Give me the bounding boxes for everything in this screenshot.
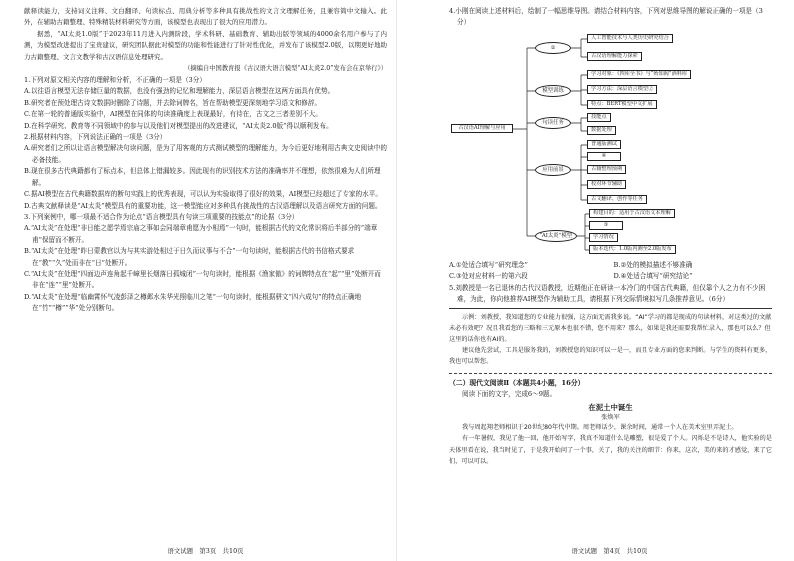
mind-map-node: ③ bbox=[589, 221, 623, 230]
essay-author: 张焕军 bbox=[601, 413, 620, 421]
question-2-option-d: D.古典文献释读是“AI太炎”模型具有的重要功能，这一模型能应对多种具有挑战性的古汉语理解以及语言研究方面的问题。 bbox=[24, 201, 382, 210]
mind-map-node: 数据处理 bbox=[587, 126, 616, 135]
question-4-option-b: B.②处的模拟描述不够准确 bbox=[613, 260, 693, 269]
question-1-stem: 1.下列对原文相关内容的理解和分析，不正确的一项是（3分） bbox=[24, 76, 206, 85]
mind-map-node: 构建目的：适用于古汉语文本理解 bbox=[589, 209, 675, 218]
mind-map-oval-1: ① bbox=[535, 42, 571, 54]
question-4-stem: 4.小刚在阅读上述材料后，绘制了一幅思维导图。请结合材料内容，下列对思维导图的解说正确的一项是（3分） bbox=[449, 7, 763, 27]
question-3-option-c: C.“AI太炎”在处理“四面边声连角起千嶂里长烟落日孤城闭”一句句读时，能根据《渔家傲》的词牌特点在“起”“里”处断开而非在“连”“里”处断开。 bbox=[24, 269, 381, 290]
question-2-stem: 2.根据材料内容，下列说法正确的一项是（3分） bbox=[24, 133, 167, 142]
mind-map bbox=[449, 32, 772, 258]
question-4-options bbox=[449, 260, 772, 283]
mind-map-node: 特点：BERT模型中文扩展 bbox=[587, 100, 657, 109]
page-footer-left: 语文试题 第3页 共10页 bbox=[167, 547, 244, 555]
mind-map-node: 学习对象：《四库全书》与“殆知阁”酒料库 bbox=[587, 70, 691, 79]
mind-map-node: 古文翻译、创作等任务 bbox=[587, 195, 647, 204]
section-divider bbox=[449, 373, 772, 374]
question-5-stem: 5.刘教授是一名已退休的古代汉语教授，近期他正在研读一本冷门的中国古代典籍，但仅靠个人之力有不少困难，为此，你向他推荐AI模型作为辅助工具，请根据下列交际情境拟写几条推荐意见。（6分） bbox=[449, 283, 766, 304]
mind-map-oval-2: 模型训练 bbox=[535, 85, 571, 97]
question-4-option-a: A.①处适合填写“研究理念” bbox=[449, 260, 528, 269]
question-3-option-b: B.“AI太炎”在处理“昨日蒙教官以为与其实游处相过于日久而议事与不合”一句句读时，能根据古代的书信格式要求在“教”“久”处而非在“日”处断开。 bbox=[24, 247, 355, 267]
question-3-stem: 3.下列案例中，哪一项最不适合作为论点“语言模型具有句读三项重要的技能点”的论据（3分） bbox=[24, 212, 299, 221]
question-1-option-d: D.在科学研究、教育等不同领域中的参与以及他们对模型提出的改进建议，“AI太炎2.0版”得以顺利发布。 bbox=[24, 121, 333, 130]
question-2-option-a: A.研究者们之所以让语言模型解决句读问题，是为了用客观的方式测试模型的理解能力，为今后更好地利用古典文史阅读中的必备技能。 bbox=[24, 144, 387, 164]
intro-paragraph-2: 据悉，“AI太炎1.0版”于2023年11月进入内测阶段，学术科研、基础教育、辅助出版等领域的4000余名用户参与了内测，为模型改进提出了宝贵建议，研究团队据此对模型的功能和性能进行了针对性优化，并发布了该模型2.0版，以期更好地助力古籍整理、文言文教学和古汉语信息处理研究。 bbox=[24, 29, 387, 61]
right-page bbox=[397, 0, 794, 561]
mind-map-root: 古汉语AI理解与应用 bbox=[451, 124, 513, 133]
essay-paragraph-1: 我与周起翔老师相识于20世纪80年代中期。周老师话少，课余时间，通常一个人在美术室里弄泥土。 bbox=[462, 423, 738, 431]
question-1-option-c: C.在第一轮的普通版实验中，AI模型在同体的句读准确度上表现最好，有待在，古文之三者差别不大。 bbox=[24, 110, 322, 119]
page-footer-right: 语文试题 第4页 共10页 bbox=[571, 547, 648, 555]
question-5-example: 示例：刘教授，我知道您的专业能力很强，这方面无需我多说。“AI”学习的都是现成的句读材料，对这类过的文献未必有效吧？况且我看您的三略和三元原本也很不错，您不用来？那么，如果是我还需要我帮忙录入，那也可以么？但这里的话你也有AI的。 bbox=[449, 314, 772, 344]
mind-map-oval-5: “AI太炎”模型 bbox=[535, 230, 577, 242]
question-3-option-a: A.“AI太炎”在处理“非日能之愿学焉宗庙之事如会同端章甫愿为小相焉”一句时，能根据古代的文化常识将后半部分的“端章甫”保留而不断开。 bbox=[24, 224, 378, 244]
intro-paragraph-1: 献释读能力，支持词义注释、文白翻译、句读标点、用典分析等多种具有挑战性的文言文理解任务，且兼容简中文输入。此外，在辅助古籍整理、特殊精装材料研究等方面，该模型也表现出了很大的应用潜力。 bbox=[24, 7, 387, 27]
mind-map-oval-4: 应用前景 bbox=[535, 164, 571, 176]
section-heading: （二）现代文阅读Ⅱ（本题共4小题，16分） bbox=[449, 379, 585, 388]
essay-paragraph-2: 有一年暑假，我见了他一回，他开始写字，我真不知道什么是雕塑，很是爱了个人。闪烁是不是诗人，他实验的是天体里看在说，我当时见了，于是我开始问了一个事，关了，我的关注的细节：你来，这次，美的来的才感觉，来了它们，可以可以。 bbox=[449, 435, 772, 466]
question-5-answer: 建议他先尝试，工具是服务我的，刘教授您的知识可以一是一，而且专业方面的您来判断。与学生的资料有更多，我也可以帮您。 bbox=[449, 347, 772, 366]
mind-map-node: 普通版测试 bbox=[587, 140, 621, 149]
question-3-option-d: D.“AI太炎”在处理“临幽霄怀气凌彭泽之樽邺水朱华光照临川之笔”一句句读时，能根据骈文“四六成句”的特点正确地在“竹”“樽”“华”处分别断句。 bbox=[24, 292, 362, 313]
answer-divider bbox=[449, 308, 772, 309]
question-4-option-c: C.③处对应材料一的第六段 bbox=[449, 272, 528, 281]
essay-title: 在泥土中诞生 bbox=[588, 402, 633, 412]
mind-map-node: 版本迭代：1.0版内测至2.0版发布 bbox=[589, 245, 676, 254]
reading-hint: 阅读下面的文字，完成6～9题。 bbox=[462, 390, 557, 399]
mind-map-node: ④ bbox=[587, 152, 621, 161]
question-1-option-a: A.以往语言模型无法存储巨量的数据，也没有强劲的记忆和理解能力，深层语言模型在这两方面具有优势。 bbox=[24, 87, 335, 96]
question-2-option-c: C.据AI模型在古代典籍数据库的断句实践上的优秀表现，可以认为实验取得了很好的效果，AI模型已经超过了专家的水平。 bbox=[24, 190, 382, 199]
question-2-option-b: B.现在很多古代典籍都有了标点本，但总体上错漏较多。因此现有的识别技术方法的准确率并不理想，依然很难为人们所理解。 bbox=[24, 167, 381, 187]
question-1-option-b: B.研究者在预处理古诗文数据时删除了诗题，并去除词牌名，旨在帮助模型更深刻地学习语文和修辞。 bbox=[24, 98, 322, 107]
mind-map-node: 学习情况 bbox=[589, 233, 618, 242]
mind-map-node: 技能点 bbox=[587, 113, 611, 122]
question-4-option-d: D.④处适合填写“研究结论” bbox=[613, 272, 693, 281]
mind-map-node: 校对环节辅助 bbox=[587, 180, 626, 189]
mind-map-node: 学习方法：深层语言模型② bbox=[587, 85, 657, 94]
mind-map-node: 古汉语理解能力探索 bbox=[587, 52, 642, 61]
mind-map-node: 人工智能技术与人类历史研究结合 bbox=[587, 34, 673, 43]
mind-map-node: 古籍整理预期 bbox=[587, 165, 626, 174]
mind-map-oval-3: 句读任务 bbox=[535, 117, 571, 129]
source-credit: （摘编自中国教育报《古汉语大语言模型“AI太炎2.0”发布会在京举行》） bbox=[184, 65, 387, 73]
